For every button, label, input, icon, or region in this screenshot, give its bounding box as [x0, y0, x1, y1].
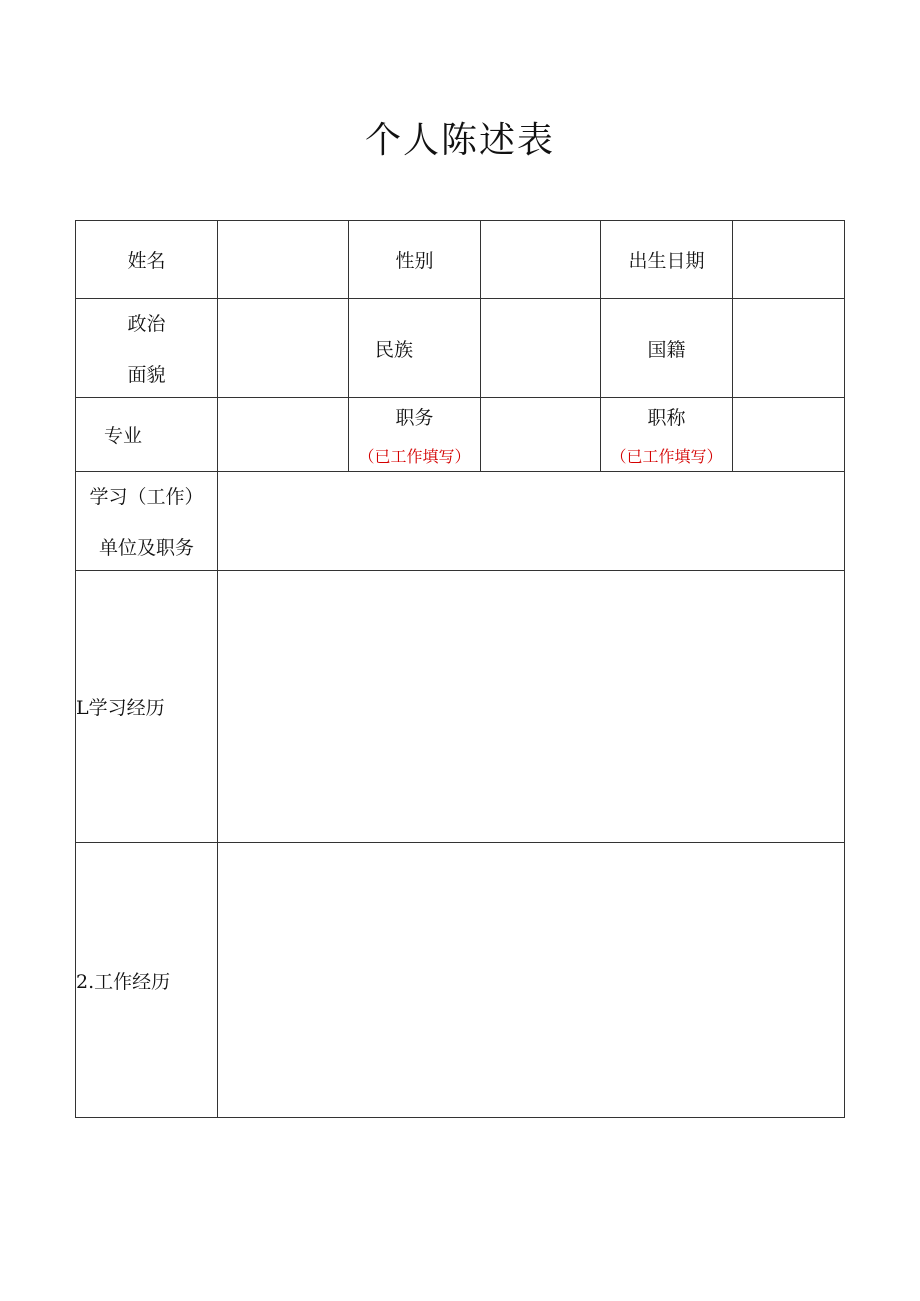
- ethnic-label: 民族: [349, 299, 481, 398]
- major-field[interactable]: [218, 398, 349, 472]
- unit-label-line1: 学习（工作）: [89, 486, 204, 508]
- name-label: 姓名: [76, 221, 218, 299]
- major-label: 专业: [76, 398, 218, 472]
- politics-label-cell: [76, 299, 218, 398]
- title-label-cell: [601, 398, 733, 472]
- work-history-field[interactable]: [218, 843, 845, 1118]
- study-history-field[interactable]: [218, 571, 845, 843]
- table-row: [76, 472, 845, 571]
- table-row: [76, 221, 845, 299]
- table-row: [76, 299, 845, 398]
- nationality-field[interactable]: [733, 299, 845, 398]
- unit-field[interactable]: [218, 472, 845, 571]
- birth-date-label: 出生日期: [601, 221, 733, 299]
- work-history-label: 2.工作经历: [76, 843, 218, 1118]
- politics-label-line2: 面貌: [127, 364, 166, 386]
- page-title: 个人陈述表: [364, 120, 555, 161]
- table-row: [76, 843, 845, 1118]
- table-row: [76, 571, 845, 843]
- position-label: 职务: [395, 406, 434, 429]
- position-note: （已工作填写）: [358, 446, 471, 466]
- position-field[interactable]: [481, 398, 601, 472]
- professional-title-field[interactable]: [733, 398, 845, 472]
- politics-field[interactable]: [218, 299, 349, 398]
- study-history-label: L学习经历: [76, 571, 218, 843]
- unit-label-line2: 单位及职务: [98, 537, 194, 559]
- gender-field[interactable]: [481, 221, 601, 299]
- name-field[interactable]: [218, 221, 349, 299]
- unit-label-cell: [76, 472, 218, 571]
- gender-label: 性别: [349, 221, 481, 299]
- table-row: [76, 398, 845, 472]
- professional-title-label: 职称: [647, 406, 686, 429]
- birth-date-field[interactable]: [733, 221, 845, 299]
- personal-statement-table: [75, 220, 845, 1118]
- ethnic-field[interactable]: [481, 299, 601, 398]
- professional-title-note: （已工作填写）: [610, 446, 723, 466]
- position-label-cell: [349, 398, 481, 472]
- nationality-label: 国籍: [601, 299, 733, 398]
- politics-label-line1: 政治: [127, 313, 166, 335]
